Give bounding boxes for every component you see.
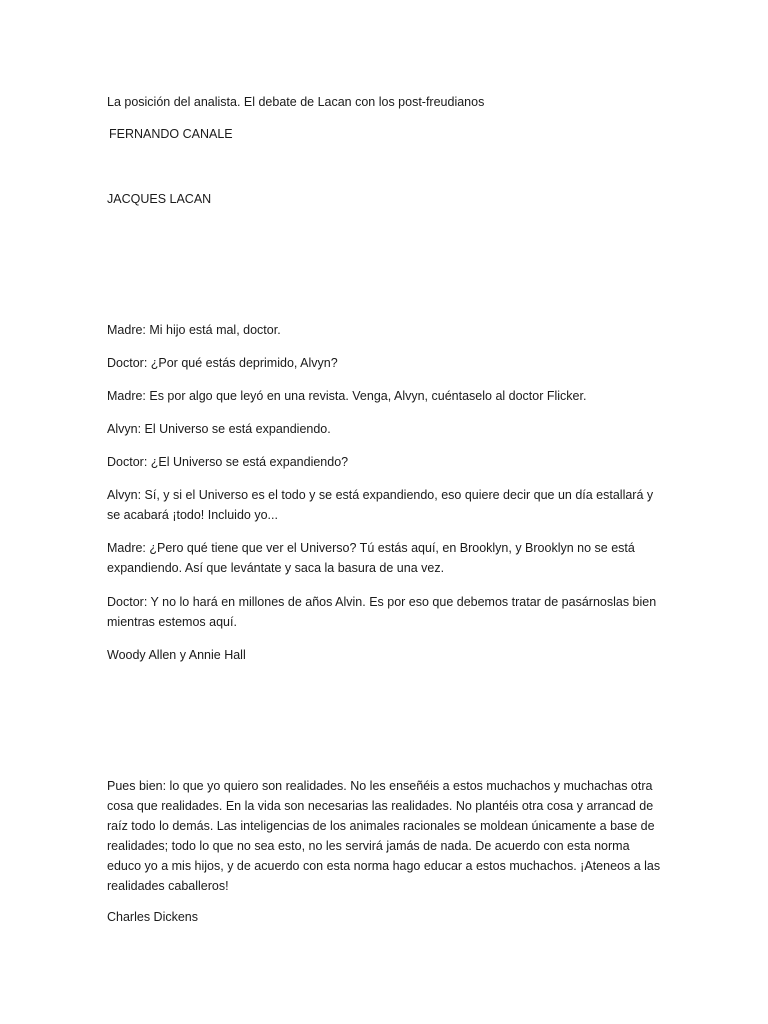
document-title: La posición del analista. El debate de Lacan con los post-freudianos xyxy=(107,95,485,109)
dialogue-source: Woody Allen y Annie Hall xyxy=(107,648,246,662)
subject-heading: JACQUES LACAN xyxy=(107,192,212,206)
dialogue-line: Alvyn: Sí, y si el Universo es el todo y se está expandiendo, eso quiere decir que un día estallará y se acabará ¡todo! Incluido yo... xyxy=(107,488,654,522)
author-name: FERNANDO CANALE xyxy=(109,127,233,141)
dialogue-line: Doctor: ¿El Universo se está expandiendo? xyxy=(107,455,349,469)
dialogue-line: Madre: Mi hijo está mal, doctor. xyxy=(107,323,281,337)
dialogue-line: Alvyn: El Universo se está expandiendo. xyxy=(107,422,331,436)
dialogue-line: Madre: Es por algo que leyó en una revista. Venga, Alvyn, cuéntaselo al doctor Flicker. xyxy=(107,389,587,403)
quote-source: Charles Dickens xyxy=(107,910,199,924)
dialogue-line: Madre: ¿Pero qué tiene que ver el Universo? Tú estás aquí, en Brooklyn, y Brooklyn no se está expandiendo. Así que levántate y saca la basura de una vez. xyxy=(107,541,635,575)
dialogue-line: Doctor: Y no lo hará en millones de años Alvin. Es por eso que debemos tratar de pasárnoslas bien mientras estemos aquí. xyxy=(107,595,657,629)
quote-paragraph: Pues bien: lo que yo quiero son realidades. No les enseñéis a estos muchachos y muchachas otra cosa que realidades. En la vida son necesarias las realidades. No plantéis otra cosa y arrancad de raíz todo lo demás. Las inteligencias de los animales racionales se moldean únicamente a base de realidades; todo lo que no sea esto, no les servirá jamás de nada. De acuerdo con esta norma educo yo a mis hijos, y de acuerdo con esta norma hago educar a estos muchachos. ¡Ateneos a las realidades caballeros! xyxy=(107,779,661,893)
dialogue-line: Doctor: ¿Por qué estás deprimido, Alvyn? xyxy=(107,356,338,370)
